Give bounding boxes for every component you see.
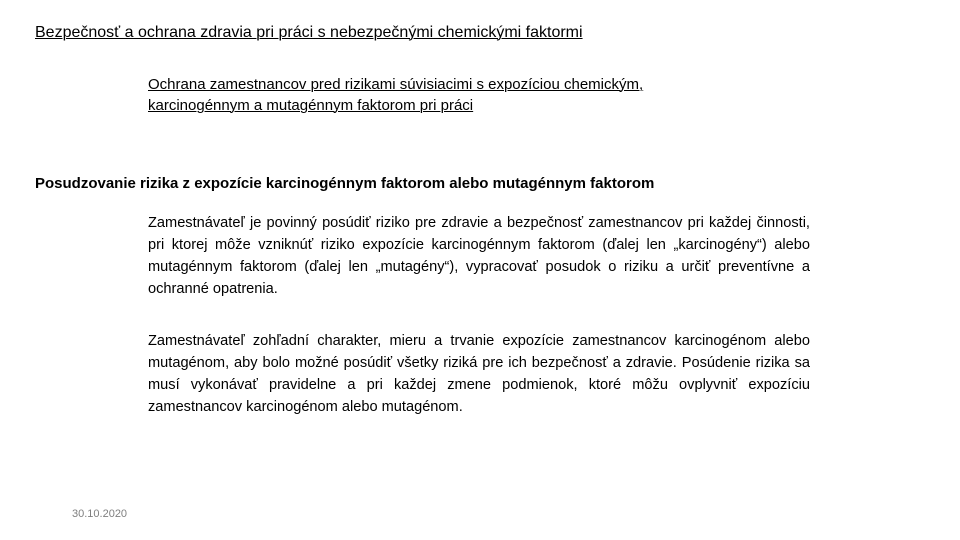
slide-subtitle xyxy=(148,74,788,116)
slide-title: Bezpečnosť a ochrana zdravia pri práci s nebezpečnými chemickými faktormi xyxy=(35,24,583,41)
section-heading: Posudzovanie rizika z expozície karcinogénnym faktorom alebo mutagénnym faktorom xyxy=(35,175,655,192)
subtitle-line-2: karcinogénnym a mutagénnym faktorom pri práci xyxy=(148,97,474,114)
subtitle-line-1: Ochrana zamestnancov pred rizikami súvisiacimi s expozíciou chemickým, xyxy=(148,76,644,93)
paragraph-exposure-evaluation: Zamestnávateľ zohľadní charakter, mieru a trvanie expozície zamestnancov karcinogénom alebo mutagénom, aby bolo možné posúdiť všetky riziká pre ich bezpečnosť a zdravie. Posúdenie rizika sa musí vykonávať pravidelne a pri každej zmene podmienok, ktoré môžu ovplyvniť expozíciu zamestnancov karcinogénom alebo mutagénom. xyxy=(148,333,810,415)
footer-date: 30.10.2020 xyxy=(72,508,128,520)
paragraph-risk-assessment: Zamestnávateľ je povinný posúdiť riziko pre zdravie a bezpečnosť zamestnancov pri každej činnosti, pri ktorej môže vzniknúť riziko expozície karcinogénnym faktorom (ďalej len „karcinogény“) alebo mutagénnym faktorom (ďalej len „mutagény“), vypracovať posudok o riziku a určiť preventívne a ochranné opatrenia. xyxy=(148,215,810,297)
